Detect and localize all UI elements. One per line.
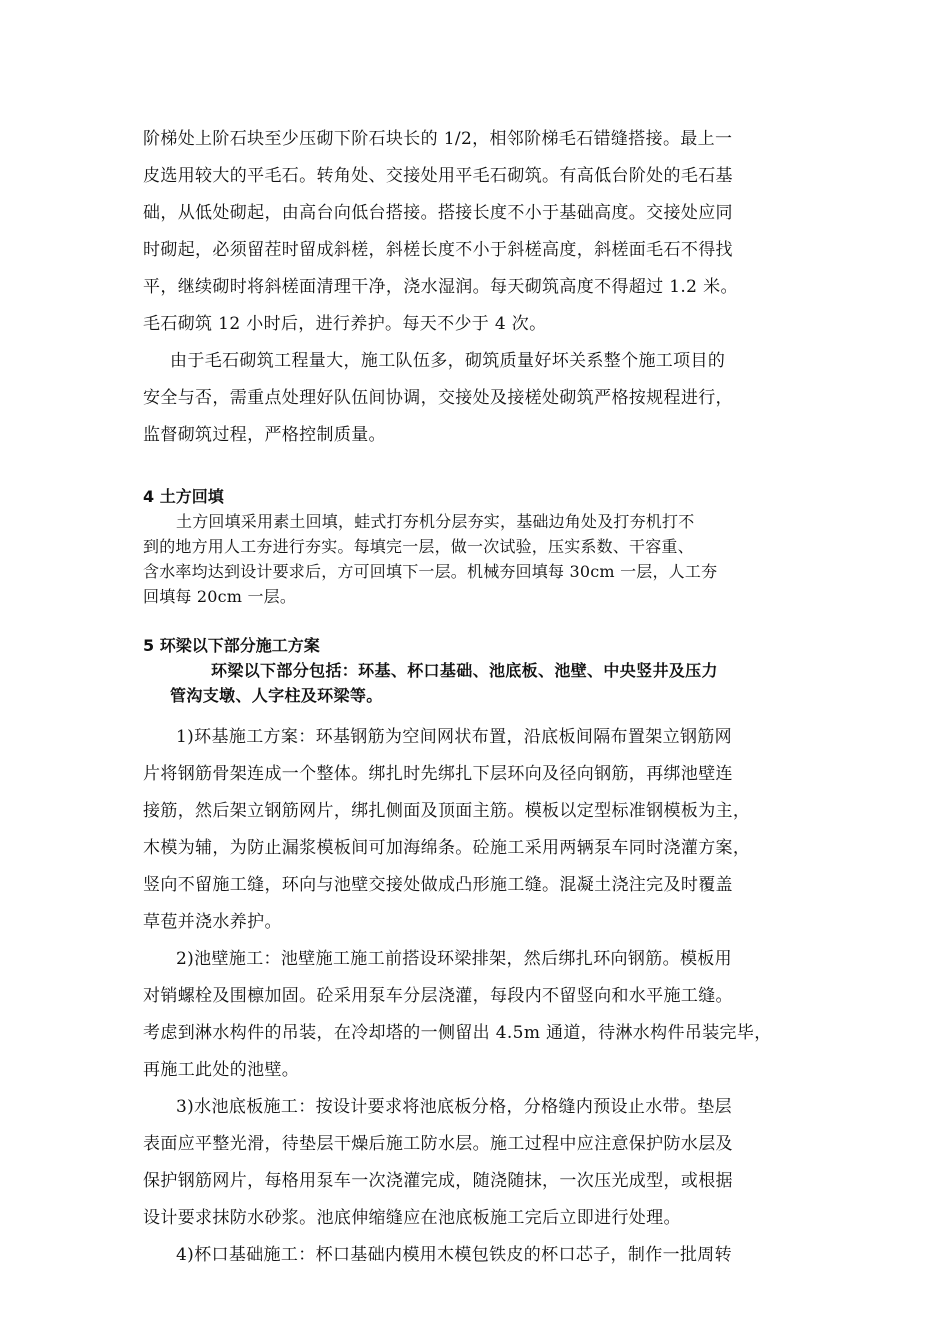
backfill-line-3: 含水率均达到设计要求后，方可回填下一层。机械夯回填每 30cm 一层，人工夯 bbox=[143, 562, 718, 581]
item4-line-1: 4)杯口基础施工：杯口基础内模用木模包铁皮的杯口芯子，制作一批周转 bbox=[176, 1245, 732, 1265]
masonry-line-6: 毛石砌筑 12 小时后，进行养护。每天不少于 4 次。 bbox=[143, 314, 547, 334]
item2-line-3: 考虑到淋水构件的吊装，在冷却塔的一侧留出 4.5m 通道，待淋水构件吊装完毕， bbox=[143, 1023, 772, 1043]
masonry-para2-line-2: 安全与否，需重点处理好队伍间协调，交接处及接槎处砌筑严格按规程进行， bbox=[143, 388, 733, 408]
masonry-para2-line-3: 监督砌筑过程，严格控制质量。 bbox=[143, 425, 386, 445]
section-4-heading: 4 土方回填 bbox=[143, 487, 224, 506]
ring-beam-intro-line-2: 管沟支墩、人字柱及环梁等。 bbox=[170, 686, 383, 705]
section-5-heading: 5 环梁以下部分施工方案 bbox=[143, 636, 320, 655]
item2-line-1: 2)池壁施工：池壁施工施工前搭设环梁排架，然后绑扎环向钢筋。模板用 bbox=[176, 949, 732, 969]
item1-line-1: 1)环基施工方案：环基钢筋为空间网状布置，沿底板间隔布置架立钢筋网 bbox=[176, 727, 732, 747]
masonry-line-2: 皮选用较大的平毛石。转角处、交接处用平毛石砌筑。有高低台阶处的毛石基 bbox=[143, 166, 733, 186]
masonry-line-1: 阶梯处上阶石块至少压砌下阶石块长的 1/2，相邻阶梯毛石错缝搭接。最上一 bbox=[143, 129, 733, 149]
item1-line-3: 接筋，然后架立钢筋网片，绑扎侧面及顶面主筋。模板以定型标准钢模板为主， bbox=[143, 801, 751, 821]
backfill-line-4: 回填每 20cm 一层。 bbox=[143, 587, 297, 606]
backfill-line-1: 土方回填采用素土回填，蛙式打夯机分层夯实，基础边角处及打夯机打不 bbox=[176, 512, 695, 531]
item2-line-2: 对销螺栓及围檩加固。砼采用泵车分层浇灌，每段内不留竖向和水平施工缝。 bbox=[143, 986, 733, 1006]
masonry-line-3: 础，从低处砌起，由高台向低台搭接。搭接长度不小于基础高度。交接处应同 bbox=[143, 203, 733, 223]
item3-line-4: 设计要求抹防水砂浆。池底伸缩缝应在池底板施工完后立即进行处理。 bbox=[143, 1208, 681, 1228]
backfill-line-2: 到的地方用人工夯进行夯实。每填完一层，做一次试验，压实系数、干容重、 bbox=[143, 537, 694, 556]
item1-line-2: 片将钢筋骨架连成一个整体。绑扎时先绑扎下层环向及径向钢筋，再绑池壁连 bbox=[143, 764, 733, 784]
item1-line-6: 草苞并浇水养护。 bbox=[143, 912, 282, 932]
item1-line-5: 竖向不留施工缝，环向与池壁交接处做成凸形施工缝。混凝土浇注完及时覆盖 bbox=[143, 875, 733, 895]
ring-beam-intro-line-1: 环梁以下部分包括：环基、杯口基础、池底板、池壁、中央竖井及压力 bbox=[211, 661, 718, 680]
masonry-line-5: 平，继续砌时将斜槎面清理干净，浇水湿润。每天砌筑高度不得超过 1.2 米。 bbox=[143, 277, 738, 297]
masonry-para2-line-1: 由于毛石砌筑工程量大，施工队伍多，砌筑质量好坏关系整个施工项目的 bbox=[170, 351, 726, 371]
masonry-line-4: 时砌起，必须留茬时留成斜槎，斜槎长度不小于斜槎高度，斜槎面毛石不得找 bbox=[143, 240, 733, 260]
item3-line-3: 保护钢筋网片，每格用泵车一次浇灌完成，随浇随抹，一次压光成型，或根据 bbox=[143, 1171, 733, 1191]
item2-line-4: 再施工此处的池壁。 bbox=[143, 1060, 300, 1080]
item3-line-2: 表面应平整光滑，待垫层干燥后施工防水层。施工过程中应注意保护防水层及 bbox=[143, 1134, 733, 1154]
item1-line-4: 木模为辅，为防止漏浆模板间可加海绵条。砼施工采用两辆泵车同时浇灌方案， bbox=[143, 838, 751, 858]
item3-line-1: 3)水池底板施工：按设计要求将池底板分格，分格缝内预设止水带。垫层 bbox=[176, 1097, 732, 1117]
